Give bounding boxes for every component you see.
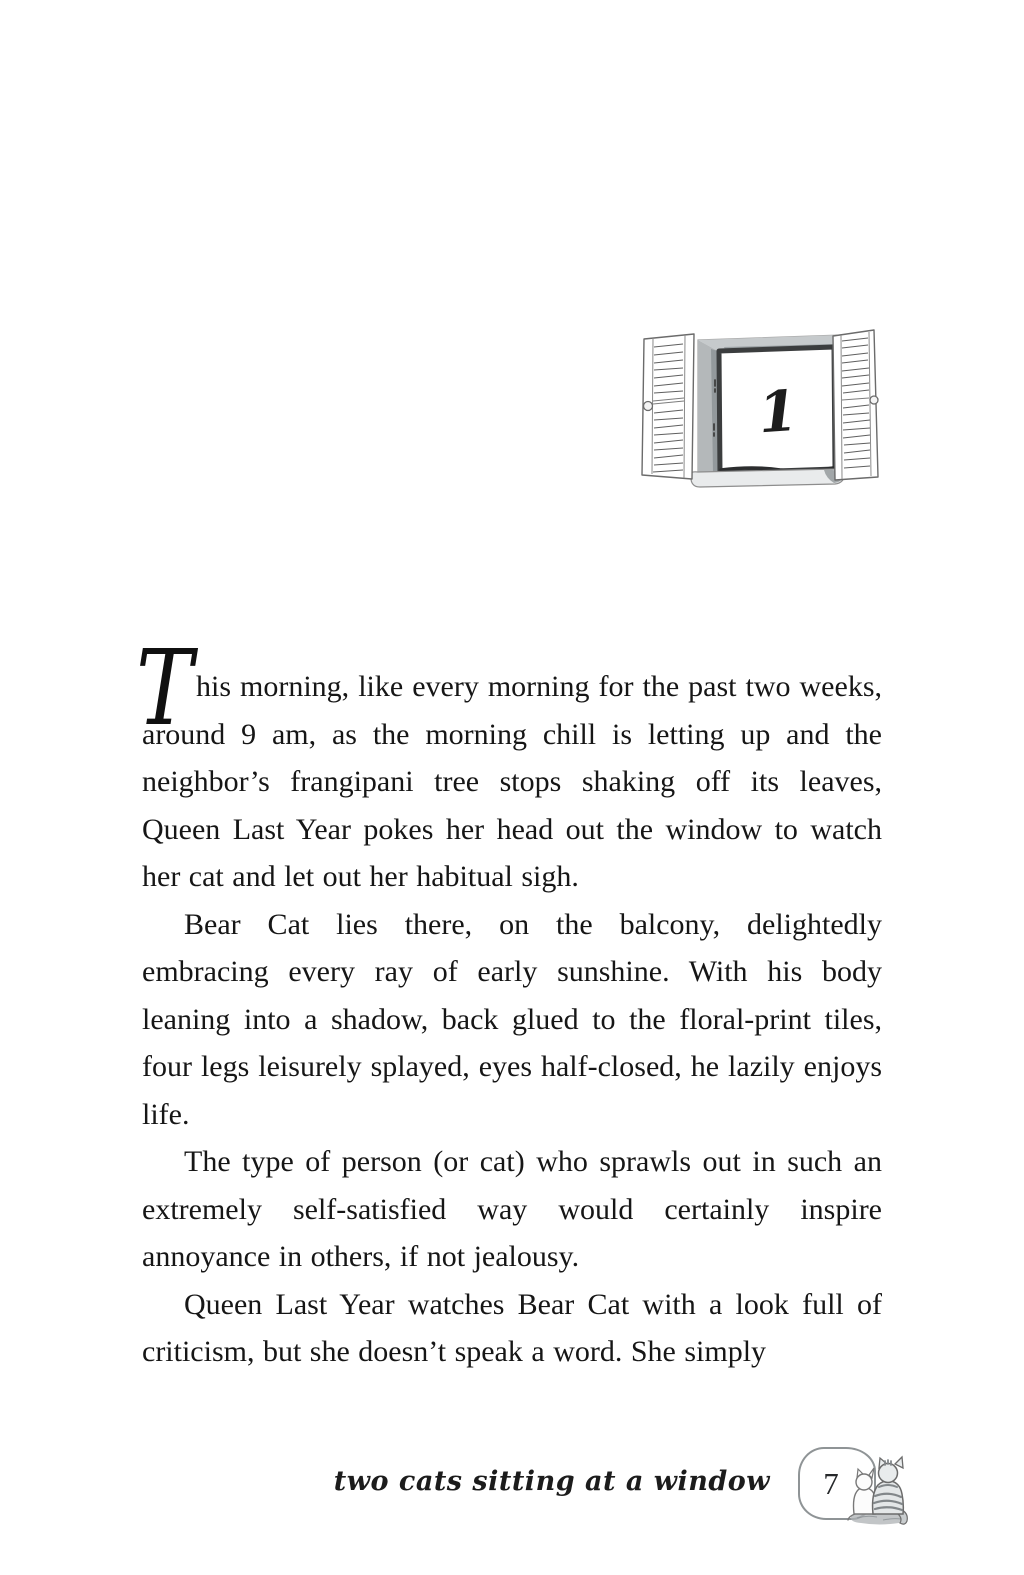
open-window-with-shutters-icon — [628, 328, 884, 496]
chapter-illustration — [628, 328, 884, 496]
paragraph: Bear Cat lies there, on the balcony, delightedly embracing every ray of early sunshine. With his body leaning into a shadow, back glued to the floral-print tiles, four legs leisurely splayed, eyes half-closed, he lazily enjoys life. — [142, 907, 882, 1131]
paragraph: The type of person (or cat) who sprawls out in such an extremely self-satisfied way would certainly inspire annoyance in others, if not jealousy. — [142, 1145, 882, 1273]
chapter-number: 1 — [756, 377, 800, 447]
drop-cap-box — [136, 627, 196, 749]
body-text — [136, 627, 882, 1376]
two-cats-sitting-icon — [843, 1452, 913, 1526]
footer-illustration — [843, 1452, 913, 1526]
running-title: two cats sitting at a window — [333, 1466, 770, 1497]
paragraph: Queen Last Year watches Bear Cat with a look full of criticism, but she doesn’t speak a word. She simply — [142, 1287, 882, 1368]
drop-cap: T — [136, 627, 193, 749]
page-number: 7 — [823, 1465, 839, 1501]
opening-paragraph — [136, 627, 882, 901]
shutter-knob — [870, 396, 878, 404]
opening-paragraph-text: his morning, like every morning for the past two weeks, around 9 am, as the morning chill is letting up and the neighbor’s frangipani tree stops shaking off its leaves, Queen Last Year pokes her head out the window to watch her cat and let out her habitual sigh. — [142, 670, 882, 893]
left-shutter — [642, 334, 694, 479]
tabby-cat — [873, 1457, 908, 1524]
right-shutter — [833, 330, 878, 480]
shutter-knob — [644, 402, 653, 411]
white-cat — [848, 1468, 876, 1520]
